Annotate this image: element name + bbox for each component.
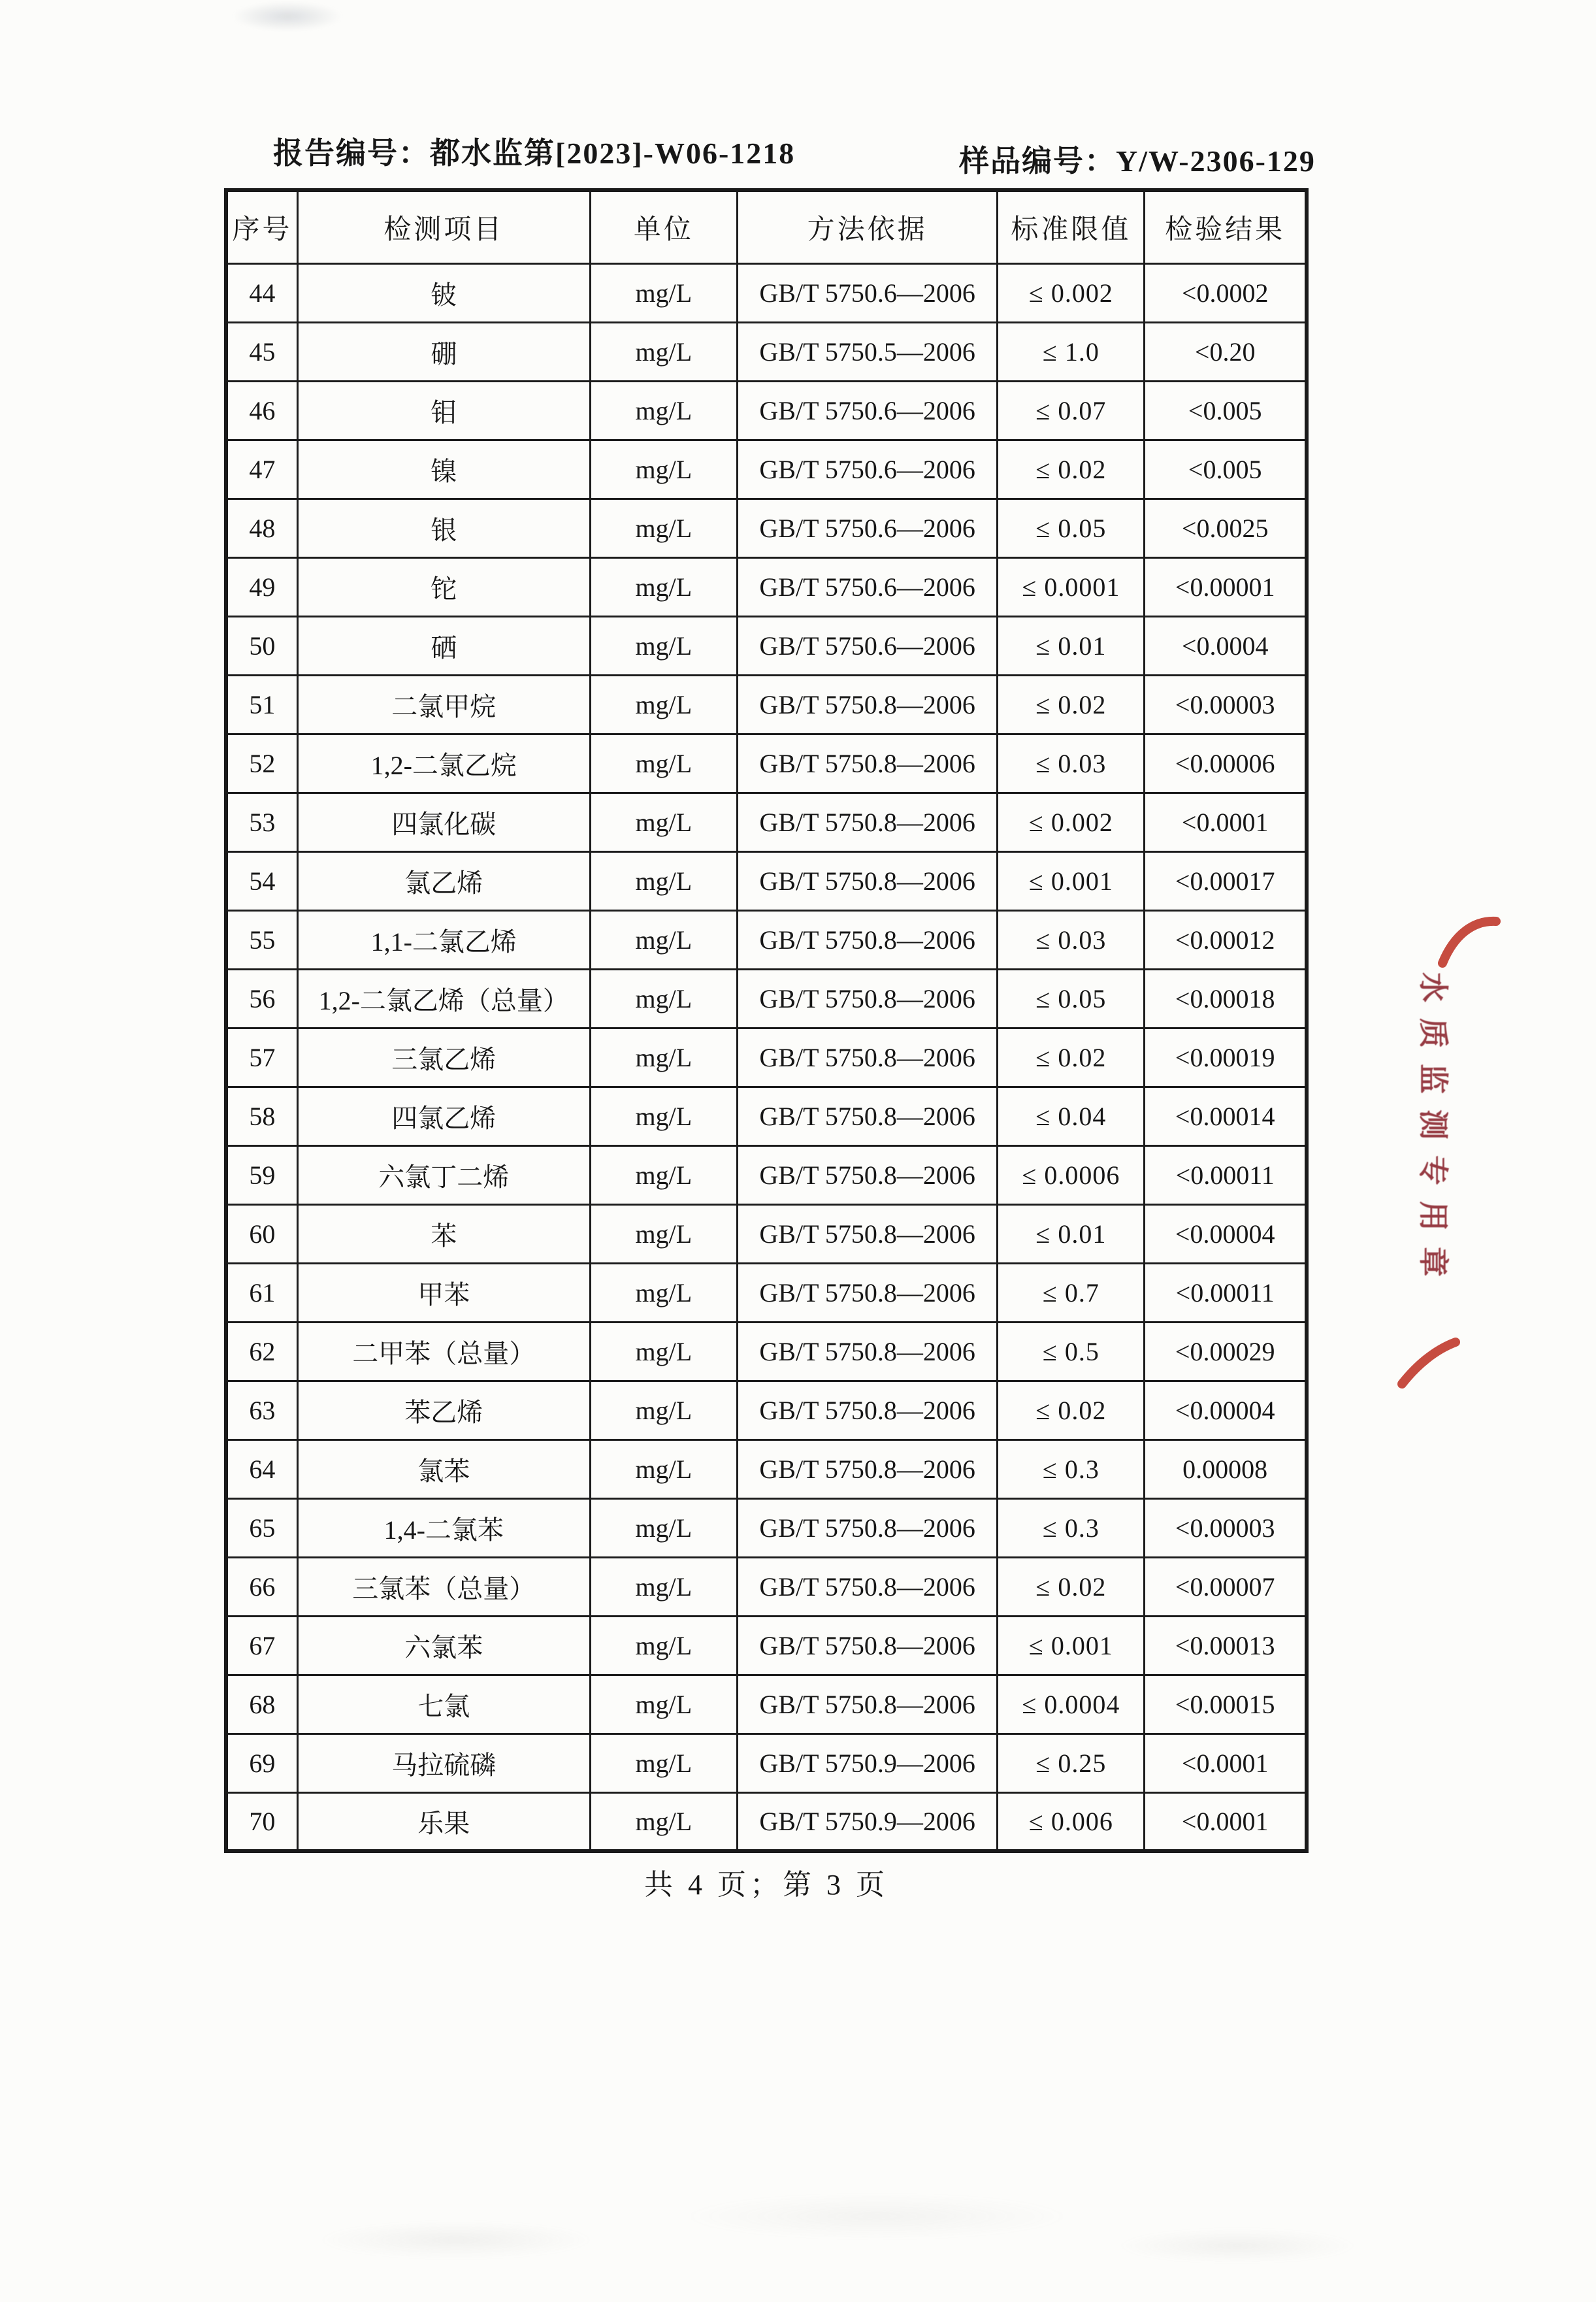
cell-result: <0.005	[1145, 381, 1307, 440]
cell-unit: mg/L	[590, 499, 737, 557]
cell-result: <0.00004	[1145, 1381, 1307, 1439]
cell-item: 六氯苯	[297, 1616, 590, 1675]
cell-limit: ≤ 0.3	[998, 1439, 1145, 1498]
sample-number-value: Y/W-2306-129	[1116, 144, 1316, 178]
cell-item: 四氯乙烯	[297, 1087, 590, 1145]
cell-unit: mg/L	[590, 557, 737, 616]
cell-result: <0.0025	[1145, 499, 1307, 557]
table-row	[226, 969, 1307, 1028]
cell-no: 57	[226, 1028, 297, 1087]
cell-item: 1,4-二氯苯	[297, 1498, 590, 1557]
cell-unit: mg/L	[590, 1381, 737, 1439]
test-results-table	[224, 188, 1309, 1853]
cell-unit: mg/L	[590, 1204, 737, 1263]
cell-result: <0.00003	[1145, 1498, 1307, 1557]
cell-unit: mg/L	[590, 1028, 737, 1087]
cell-method: GB/T 5750.6—2006	[737, 381, 998, 440]
cell-method: GB/T 5750.8—2006	[737, 1381, 998, 1439]
sample-number-label: 样品编号：	[959, 144, 1116, 178]
cell-method: GB/T 5750.9—2006	[737, 1734, 998, 1792]
cell-no: 58	[226, 1087, 297, 1145]
cell-limit: ≤ 0.0001	[998, 557, 1145, 616]
cell-no: 48	[226, 499, 297, 557]
cell-unit: mg/L	[590, 734, 737, 793]
cell-no: 52	[226, 734, 297, 793]
cell-unit: mg/L	[590, 793, 737, 851]
cell-limit: ≤ 0.01	[998, 616, 1145, 675]
cell-result: <0.00004	[1145, 1204, 1307, 1263]
cell-item: 马拉硫磷	[297, 1734, 590, 1792]
cell-item: 银	[297, 499, 590, 557]
cell-result: <0.00007	[1145, 1557, 1307, 1616]
cell-unit: mg/L	[590, 616, 737, 675]
cell-unit: mg/L	[590, 1145, 737, 1204]
cell-item: 硼	[297, 322, 590, 381]
cell-method: GB/T 5750.8—2006	[737, 1263, 998, 1322]
cell-limit: ≤ 1.0	[998, 322, 1145, 381]
cell-unit: mg/L	[590, 675, 737, 734]
column-header: 方法依据	[737, 190, 998, 263]
cell-unit: mg/L	[590, 1616, 737, 1675]
table-row	[226, 1204, 1307, 1263]
cell-method: GB/T 5750.8—2006	[737, 1498, 998, 1557]
cell-result: <0.00006	[1145, 734, 1307, 793]
cell-limit: ≤ 0.002	[998, 793, 1145, 851]
table-row	[226, 1439, 1307, 1498]
cell-result: <0.00014	[1145, 1087, 1307, 1145]
cell-no: 62	[226, 1322, 297, 1381]
cell-limit: ≤ 0.25	[998, 1734, 1145, 1792]
cell-no: 65	[226, 1498, 297, 1557]
cell-unit: mg/L	[590, 1734, 737, 1792]
cell-limit: ≤ 0.02	[998, 1381, 1145, 1439]
report-number-label: 报告编号：	[273, 137, 430, 170]
table-row	[226, 675, 1307, 734]
cell-no: 69	[226, 1734, 297, 1792]
cell-no: 67	[226, 1616, 297, 1675]
column-header: 序号	[226, 190, 297, 263]
cell-item: 二甲苯（总量）	[297, 1322, 590, 1381]
cell-result: <0.00003	[1145, 675, 1307, 734]
cell-method: GB/T 5750.8—2006	[737, 1087, 998, 1145]
cell-item: 硒	[297, 616, 590, 675]
cell-limit: ≤ 0.0004	[998, 1675, 1145, 1734]
cell-method: GB/T 5750.6—2006	[737, 499, 998, 557]
cell-limit: ≤ 0.3	[998, 1498, 1145, 1557]
cell-result: <0.0001	[1145, 1792, 1307, 1851]
cell-no: 59	[226, 1145, 297, 1204]
seal-text: 水质监测专用章	[1416, 972, 1450, 1292]
cell-method: GB/T 5750.8—2006	[737, 1322, 998, 1381]
cell-method: GB/T 5750.8—2006	[737, 1204, 998, 1263]
cell-no: 45	[226, 322, 297, 381]
table-row	[226, 793, 1307, 851]
cell-item: 氯乙烯	[297, 851, 590, 910]
scan-smudge	[232, 1, 343, 31]
cell-unit: mg/L	[590, 910, 737, 969]
column-header: 检测项目	[297, 190, 590, 263]
cell-no: 64	[226, 1439, 297, 1498]
table-row	[226, 1792, 1307, 1851]
cell-item: 钼	[297, 381, 590, 440]
cell-unit: mg/L	[590, 440, 737, 499]
cell-unit: mg/L	[590, 1263, 737, 1322]
paging-seal-fragment	[1385, 902, 1516, 1411]
cell-result: <0.00018	[1145, 969, 1307, 1028]
table-row	[226, 557, 1307, 616]
cell-item: 七氯	[297, 1675, 590, 1734]
table-body	[226, 263, 1307, 1851]
cell-limit: ≤ 0.001	[998, 1616, 1145, 1675]
cell-result: <0.0001	[1145, 1734, 1307, 1792]
cell-method: GB/T 5750.8—2006	[737, 793, 998, 851]
cell-unit: mg/L	[590, 969, 737, 1028]
table-row	[226, 1087, 1307, 1145]
table-row	[226, 1381, 1307, 1439]
cell-method: GB/T 5750.8—2006	[737, 1439, 998, 1498]
cell-no: 55	[226, 910, 297, 969]
cell-result: <0.00011	[1145, 1263, 1307, 1322]
cell-result: <0.00019	[1145, 1028, 1307, 1087]
cell-limit: ≤ 0.7	[998, 1263, 1145, 1322]
cell-limit: ≤ 0.01	[998, 1204, 1145, 1263]
cell-method: GB/T 5750.8—2006	[737, 851, 998, 910]
cell-limit: ≤ 0.006	[998, 1792, 1145, 1851]
cell-item: 三氯苯（总量）	[297, 1557, 590, 1616]
cell-result: <0.0004	[1145, 616, 1307, 675]
table-row	[226, 1498, 1307, 1557]
table-row	[226, 1263, 1307, 1322]
sample-number-line	[959, 137, 1316, 180]
cell-item: 铊	[297, 557, 590, 616]
cell-no: 61	[226, 1263, 297, 1322]
cell-unit: mg/L	[590, 1675, 737, 1734]
cell-no: 68	[226, 1675, 297, 1734]
cell-no: 46	[226, 381, 297, 440]
cell-result: <0.00011	[1145, 1145, 1307, 1204]
cell-unit: mg/L	[590, 1498, 737, 1557]
column-header: 检验结果	[1145, 190, 1307, 263]
table-row	[226, 1145, 1307, 1204]
table-row	[226, 263, 1307, 322]
cell-limit: ≤ 0.02	[998, 675, 1145, 734]
cell-no: 44	[226, 263, 297, 322]
cell-item: 1,1-二氯乙烯	[297, 910, 590, 969]
cell-limit: ≤ 0.03	[998, 734, 1145, 793]
cell-no: 53	[226, 793, 297, 851]
report-number-value: 都水监第[2023]-W06-1218	[430, 137, 796, 170]
cell-limit: ≤ 0.5	[998, 1322, 1145, 1381]
cell-limit: ≤ 0.05	[998, 499, 1145, 557]
cell-item: 1,2-二氯乙烷	[297, 734, 590, 793]
table-row	[226, 1557, 1307, 1616]
cell-method: GB/T 5750.8—2006	[737, 675, 998, 734]
table-row	[226, 734, 1307, 793]
cell-method: GB/T 5750.8—2006	[737, 1616, 998, 1675]
table-row	[226, 1616, 1307, 1675]
cell-no: 70	[226, 1792, 297, 1851]
cell-no: 60	[226, 1204, 297, 1263]
cell-item: 六氯丁二烯	[297, 1145, 590, 1204]
report-number-line	[273, 129, 795, 173]
cell-item: 铍	[297, 263, 590, 322]
cell-no: 47	[226, 440, 297, 499]
cell-no: 56	[226, 969, 297, 1028]
table-row	[226, 499, 1307, 557]
cell-item: 苯	[297, 1204, 590, 1263]
cell-method: GB/T 5750.8—2006	[737, 1557, 998, 1616]
cell-unit: mg/L	[590, 1792, 737, 1851]
table-row	[226, 322, 1307, 381]
cell-method: GB/T 5750.8—2006	[737, 1028, 998, 1087]
cell-result: <0.00017	[1145, 851, 1307, 910]
cell-method: GB/T 5750.9—2006	[737, 1792, 998, 1851]
cell-limit: ≤ 0.07	[998, 381, 1145, 440]
cell-unit: mg/L	[590, 1557, 737, 1616]
table-row	[226, 1675, 1307, 1734]
cell-method: GB/T 5750.8—2006	[737, 1675, 998, 1734]
cell-method: GB/T 5750.6—2006	[737, 263, 998, 322]
cell-result: 0.00008	[1145, 1439, 1307, 1498]
table-header-row	[226, 190, 1307, 263]
cell-item: 二氯甲烷	[297, 675, 590, 734]
cell-result: <0.00012	[1145, 910, 1307, 969]
cell-result: <0.20	[1145, 322, 1307, 381]
cell-unit: mg/L	[590, 1322, 737, 1381]
cell-no: 49	[226, 557, 297, 616]
table-row	[226, 1028, 1307, 1087]
cell-item: 四氯化碳	[297, 793, 590, 851]
cell-result: <0.00015	[1145, 1675, 1307, 1734]
cell-no: 54	[226, 851, 297, 910]
cell-limit: ≤ 0.002	[998, 263, 1145, 322]
cell-method: GB/T 5750.6—2006	[737, 616, 998, 675]
cell-method: GB/T 5750.8—2006	[737, 969, 998, 1028]
scan-noise	[216, 2169, 1418, 2287]
page-footer: 共 4 页；第 3 页	[644, 1869, 888, 1901]
cell-no: 51	[226, 675, 297, 734]
column-header: 单位	[590, 190, 737, 263]
cell-limit: ≤ 0.03	[998, 910, 1145, 969]
table-row	[226, 910, 1307, 969]
cell-no: 63	[226, 1381, 297, 1439]
cell-unit: mg/L	[590, 1087, 737, 1145]
cell-result: <0.00029	[1145, 1322, 1307, 1381]
table-row	[226, 1322, 1307, 1381]
cell-limit: ≤ 0.02	[998, 1028, 1145, 1087]
cell-item: 1,2-二氯乙烯（总量）	[297, 969, 590, 1028]
cell-unit: mg/L	[590, 322, 737, 381]
seal-arc-bottom-icon	[1397, 1336, 1462, 1392]
cell-limit: ≤ 0.02	[998, 440, 1145, 499]
cell-result: <0.00013	[1145, 1616, 1307, 1675]
cell-item: 镍	[297, 440, 590, 499]
cell-limit: ≤ 0.05	[998, 969, 1145, 1028]
cell-limit: ≤ 0.04	[998, 1087, 1145, 1145]
table-row	[226, 616, 1307, 675]
cell-unit: mg/L	[590, 263, 737, 322]
cell-result: <0.0002	[1145, 263, 1307, 322]
cell-unit: mg/L	[590, 381, 737, 440]
cell-method: GB/T 5750.6—2006	[737, 557, 998, 616]
cell-item: 三氯乙烯	[297, 1028, 590, 1087]
cell-unit: mg/L	[590, 851, 737, 910]
cell-limit: ≤ 0.0006	[998, 1145, 1145, 1204]
cell-result: <0.00001	[1145, 557, 1307, 616]
cell-result: <0.005	[1145, 440, 1307, 499]
table-row	[226, 381, 1307, 440]
seal-arc-top-icon	[1436, 911, 1501, 970]
cell-method: GB/T 5750.8—2006	[737, 1145, 998, 1204]
cell-no: 66	[226, 1557, 297, 1616]
cell-limit: ≤ 0.001	[998, 851, 1145, 910]
column-header: 标准限值	[998, 190, 1145, 263]
cell-item: 乐果	[297, 1792, 590, 1851]
cell-unit: mg/L	[590, 1439, 737, 1498]
cell-result: <0.0001	[1145, 793, 1307, 851]
cell-item: 苯乙烯	[297, 1381, 590, 1439]
cell-method: GB/T 5750.8—2006	[737, 910, 998, 969]
cell-item: 甲苯	[297, 1263, 590, 1322]
cell-method: GB/T 5750.6—2006	[737, 440, 998, 499]
cell-method: GB/T 5750.8—2006	[737, 734, 998, 793]
cell-item: 氯苯	[297, 1439, 590, 1498]
table-row	[226, 1734, 1307, 1792]
cell-method: GB/T 5750.5—2006	[737, 322, 998, 381]
cell-no: 50	[226, 616, 297, 675]
table-row	[226, 440, 1307, 499]
cell-limit: ≤ 0.02	[998, 1557, 1145, 1616]
table-row	[226, 851, 1307, 910]
